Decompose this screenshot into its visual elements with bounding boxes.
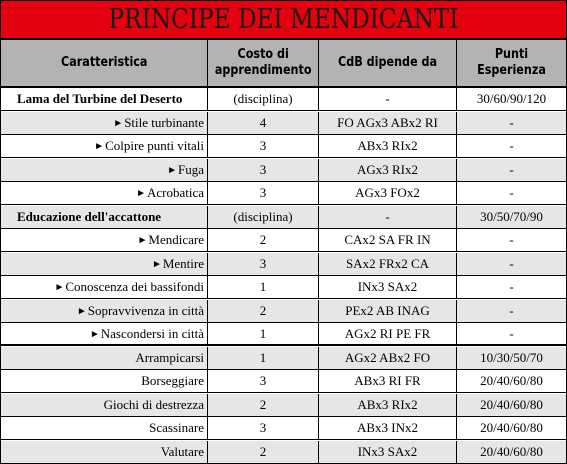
- caratteristica-text: Giochi di destrezza: [103, 397, 204, 412]
- cell-caratteristica: [1, 253, 208, 275]
- cell-costo: 1: [208, 347, 319, 369]
- caratteristica-text: Arrampicarsi: [135, 350, 204, 365]
- cell-costo: 3: [208, 253, 319, 275]
- cell-cdb: FO AGx3 ABx2 RI: [319, 112, 457, 134]
- caratteristica-text: Lama del Turbine del Deserto: [17, 91, 183, 106]
- arrow-right-icon: ►: [137, 234, 148, 246]
- cell-cdb: -: [319, 206, 457, 228]
- cell-punti: -: [509, 232, 514, 247]
- cell-costo: 3: [208, 370, 319, 392]
- cell-caratteristica: [1, 229, 208, 251]
- cell-punti: 20/40/60/80: [480, 444, 543, 459]
- table-row: [1, 417, 566, 440]
- cell-punti: 30/60/90/120: [476, 91, 547, 106]
- table-row: [1, 347, 566, 370]
- table-row: [1, 206, 566, 229]
- arrow-right-icon: ►: [151, 258, 162, 270]
- cell-costo: (disciplina): [208, 206, 319, 228]
- cell-cdb: SAx2 FRx2 CA: [319, 253, 457, 275]
- arrow-right-icon: ►: [113, 117, 124, 129]
- cell-costo: 4: [208, 112, 319, 134]
- cell-punti: 20/40/60/80: [480, 373, 543, 388]
- header-costo-apprendimento: Costo di apprendimento: [208, 40, 319, 86]
- header-punti-esperienza: Punti Esperienza: [477, 47, 546, 78]
- cell-cdb: ABx3 RI FR: [319, 370, 457, 392]
- table-row: [1, 88, 566, 111]
- arrow-right-icon: ►: [136, 187, 146, 199]
- table-row: [1, 159, 566, 182]
- cell-caratteristica: [1, 88, 208, 110]
- cell-costo: 1: [208, 323, 319, 345]
- table-row: [1, 229, 566, 252]
- cell-costo: 3: [208, 159, 319, 181]
- table-row: [1, 441, 566, 464]
- caratteristica-text: Acrobatica: [146, 185, 204, 200]
- cell-cdb: AGx3 FOx2: [319, 182, 457, 204]
- table-row: [1, 276, 566, 299]
- cell-caratteristica: [1, 182, 208, 204]
- caratteristica-text: Mentire: [162, 256, 204, 271]
- cell-caratteristica: [1, 276, 208, 298]
- header-caratteristica: Caratteristica: [1, 40, 208, 86]
- cell-caratteristica: [1, 417, 208, 439]
- cell-costo: 1: [208, 276, 319, 298]
- cell-punti: -: [509, 115, 514, 130]
- table-row: [1, 135, 566, 158]
- cell-punti: 30/50/70/90: [480, 209, 543, 224]
- caratteristica-text: Fuga: [178, 162, 204, 177]
- caratteristica-text: Borseggiare: [141, 373, 204, 388]
- caratteristica-text: Conoscenza dei bassifondi: [65, 279, 204, 294]
- cell-cdb: ABx3 RIx2: [319, 394, 457, 416]
- cell-punti: 10/30/50/70: [480, 350, 543, 365]
- cell-punti: -: [509, 326, 514, 341]
- cell-caratteristica: [1, 112, 208, 134]
- cell-cdb: CAx2 SA FR IN: [319, 229, 457, 251]
- cell-cdb: ABx3 INx2: [319, 417, 457, 439]
- cell-punti: 20/40/60/80: [480, 397, 543, 412]
- table-row: [1, 323, 566, 346]
- cell-caratteristica: [1, 159, 208, 181]
- cell-costo: (disciplina): [208, 88, 319, 110]
- table-header-row: [1, 40, 566, 88]
- table-row: [1, 253, 566, 276]
- arrow-right-icon: ►: [76, 305, 87, 317]
- caratteristica-text: Educazione dell'accattone: [17, 209, 162, 224]
- cell-caratteristica: [1, 135, 208, 157]
- arrow-right-icon: ►: [89, 328, 100, 340]
- caratteristica-text: Mendicare: [148, 232, 204, 247]
- caratteristica-text: Sopravvivenza in città: [87, 303, 204, 318]
- caratteristica-text: Colpire punti vitali: [105, 138, 204, 153]
- table-title-bar: [1, 1, 566, 40]
- cell-cdb: PEx2 AB INAG: [319, 300, 457, 322]
- cell-punti: -: [509, 138, 514, 153]
- cell-punti: -: [509, 303, 514, 318]
- arrow-right-icon: ►: [167, 164, 177, 176]
- caratteristica-text: Stile turbinante: [124, 115, 204, 130]
- arrow-right-icon: ►: [54, 281, 65, 293]
- cell-caratteristica: [1, 441, 208, 463]
- cell-costo: 3: [208, 417, 319, 439]
- cell-punti: -: [509, 279, 514, 294]
- cell-punti: -: [509, 256, 514, 271]
- cell-punti: -: [509, 162, 514, 177]
- cell-cdb: INx3 SAx2: [319, 441, 457, 463]
- cell-costo: 3: [208, 182, 319, 204]
- cell-punti: 20/40/60/80: [480, 420, 543, 435]
- cell-punti: -: [509, 185, 514, 200]
- cell-cdb: AGx2 ABx2 FO: [319, 347, 457, 369]
- cell-cdb: ABx3 RIx2: [319, 135, 457, 157]
- table-row: [1, 300, 566, 323]
- cell-caratteristica: [1, 323, 208, 345]
- cell-cdb: AGx3 RIx2: [319, 159, 457, 181]
- cell-cdb: AGx2 RI PE FR: [319, 323, 457, 345]
- cell-caratteristica: [1, 370, 208, 392]
- cell-costo: 2: [208, 441, 319, 463]
- table-row: [1, 112, 566, 135]
- caratteristica-text: Nascondersi in città: [100, 326, 204, 341]
- table-title: PRINCIPE DEI MENDICANTI: [108, 4, 459, 35]
- cell-cdb: -: [319, 88, 457, 110]
- table-row: [1, 370, 566, 393]
- caratteristica-text: Scassinare: [149, 420, 204, 435]
- cell-caratteristica: [1, 394, 208, 416]
- cell-costo: 3: [208, 135, 319, 157]
- table-row: [1, 394, 566, 417]
- caratteristica-text: Valutare: [160, 444, 204, 459]
- header-cdb-dipende-da: CdB dipende da: [319, 40, 457, 86]
- cell-caratteristica: [1, 300, 208, 322]
- cell-costo: 2: [208, 394, 319, 416]
- table-row: [1, 182, 566, 205]
- cell-costo: 2: [208, 229, 319, 251]
- cell-caratteristica: [1, 347, 208, 369]
- cell-cdb: INx3 SAx2: [319, 276, 457, 298]
- cell-caratteristica: [1, 206, 208, 228]
- cell-costo: 2: [208, 300, 319, 322]
- arrow-right-icon: ►: [94, 140, 105, 152]
